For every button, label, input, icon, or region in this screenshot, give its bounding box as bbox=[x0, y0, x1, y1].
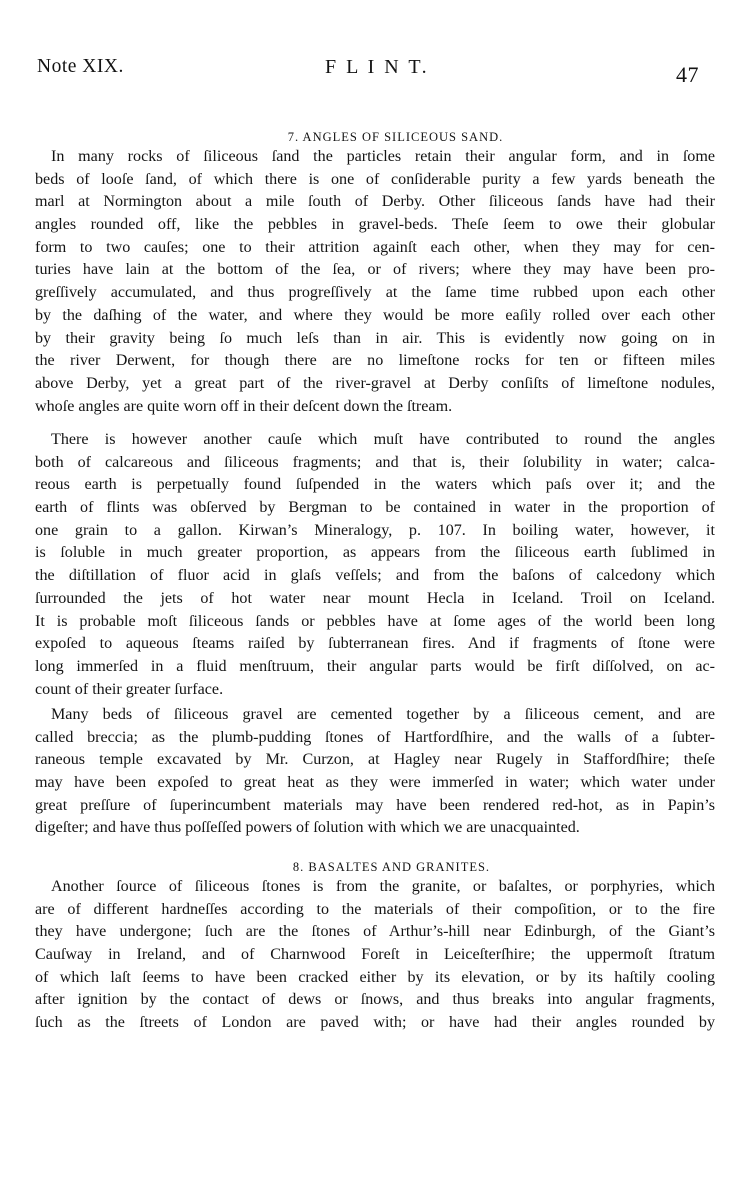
text-line: one grain to a gallon. Kirwan’s Mineralogy, p. 107. In boiling water, however, it bbox=[35, 521, 715, 539]
text-line: earth of flints was obſerved by Bergman to be contained in water in the proportion of bbox=[35, 499, 715, 517]
running-head-title: F L I N T. bbox=[325, 56, 430, 78]
text-line: greſſively accumulated, and thus progreſſively at the ſame time rubbed upon each other bbox=[35, 284, 715, 302]
text-line: are of different hardneſſes according to the materials of their compoſition, or to the fire bbox=[35, 900, 715, 918]
text-line: whoſe angles are quite worn off in their deſcent down the ſtream. bbox=[35, 397, 453, 415]
running-head-note: Note XIX. bbox=[37, 56, 124, 77]
text-line: There is however another cauſe which muſt have contributed to round the angles bbox=[51, 431, 715, 448]
page-number: 47 bbox=[676, 62, 699, 87]
paragraph bbox=[35, 876, 715, 1035]
text-line: reous earth is perpetually found ſuſpended in the waters which paſs over it; and the bbox=[35, 476, 715, 494]
text-line: Cauſway in Ireland, and of Charnwood Foreſt in Leiceſterſhire; the uppermoſt ſtratum bbox=[35, 946, 715, 964]
paragraph bbox=[35, 429, 715, 701]
text-line: they have undergone; ſuch are the ſtones of Arthur’s-hill near Edinburgh, of the Giant’s bbox=[35, 923, 715, 941]
text-line: beds of looſe ſand, of which there is one of conſiderable purity a few yards beneath the bbox=[35, 170, 715, 188]
paragraph bbox=[35, 146, 715, 418]
text-line: It is probable moſt ſiliceous ſands or pebbles have at ſome ages of the world been long bbox=[35, 612, 715, 630]
text-line: is ſoluble in much greater proportion, as appears from the ſiliceous earth ſublimed in bbox=[35, 544, 715, 562]
text-line: angles rounded off, like the pebbles in gravel-beds. Theſe ſeem to owe their globular bbox=[35, 216, 715, 234]
text-line: digeſter; and have thus poſſeſſed powers of ſolution with which we are unacquainted. bbox=[35, 819, 580, 837]
text-line: after ignition by the contact of dews or ſnows, and thus breaks into angular fragments, bbox=[35, 991, 715, 1009]
text-line: form to two cauſes; one to their attrition againſt each other, when they may for cen- bbox=[35, 238, 715, 256]
text-line: both of calcareous and ſiliceous fragments; and that is, their ſolubility in water; calca- bbox=[35, 453, 715, 471]
text-line: by their gravity being ſo much leſs than in air. This is evidently now going on in bbox=[35, 329, 715, 347]
text-line: of which laſt ſeems to have been cracked either by its elevation, or by its haſtily cooling bbox=[35, 968, 715, 986]
text-line: the river Derwent, for though there are no limeſtone rocks for ten or fifteen miles bbox=[35, 352, 715, 370]
text-line: above Derby, yet a great part of the river-gravel at Derby conſiſts of limeſtone nodules, bbox=[35, 374, 715, 392]
text-line: raneous temple excavated by Mr. Curzon, at Hagley near Rugely in Staffordſhire; theſe bbox=[35, 751, 715, 769]
text-line: In many rocks of ſiliceous ſand the particles retain their angular form, and in ſome bbox=[51, 148, 715, 165]
paragraph bbox=[35, 704, 715, 840]
text-line: expoſed to aqueous ſteams raiſed by ſubterranean fires. And if fragments of ſtone were bbox=[35, 635, 715, 653]
text-line: may have been expoſed to great heat as they were immerſed in water; which water under bbox=[35, 774, 715, 792]
text-line: called breccia; as the plumb-pudding ſtones of Hartfordſhire, and the walls of a ſubter- bbox=[35, 728, 715, 746]
text-line: by the daſhing of the water, and where they would be more eaſily rolled over each other bbox=[35, 306, 715, 324]
text-line: ſurrounded the jets of hot water near mount Hecla in Iceland. Troil on Iceland. bbox=[35, 589, 715, 607]
section-heading-angles: 7. ANGLES OF SILICEOUS SAND. bbox=[287, 130, 504, 144]
text-line: Another ſource of ſiliceous ſtones is from the granite, or baſaltes, or porphyries, which bbox=[51, 878, 715, 895]
text-line: marl at Normington about a mile ſouth of Derby. Other ſiliceous ſands have had their bbox=[35, 193, 715, 211]
text-line: the diſtillation of fluor acid in glaſs veſſels; and from the baſons of calcedony which bbox=[35, 567, 715, 585]
text-line: ſuch as the ſtreets of London are paved with; or have had their angles rounded by bbox=[35, 1014, 715, 1032]
text-line: turies have lain at the bottom of the ſea, or of rivers; where they may have been pro- bbox=[35, 261, 715, 279]
text-line: great preſſure of ſuperincumbent materials may have been rendered red-hot, as in Papin’s bbox=[35, 796, 715, 814]
section-heading-basaltes: 8. BASALTES AND GRANITES. bbox=[292, 860, 491, 874]
text-line: long immerſed in a fluid menſtruum, their angular parts would be firſt diſſolved, on ac- bbox=[35, 657, 715, 675]
text-line: Many beds of ſiliceous gravel are cemented together by a ſiliceous cement, and are bbox=[51, 706, 715, 723]
text-line: count of their greater ſurface. bbox=[35, 680, 224, 698]
